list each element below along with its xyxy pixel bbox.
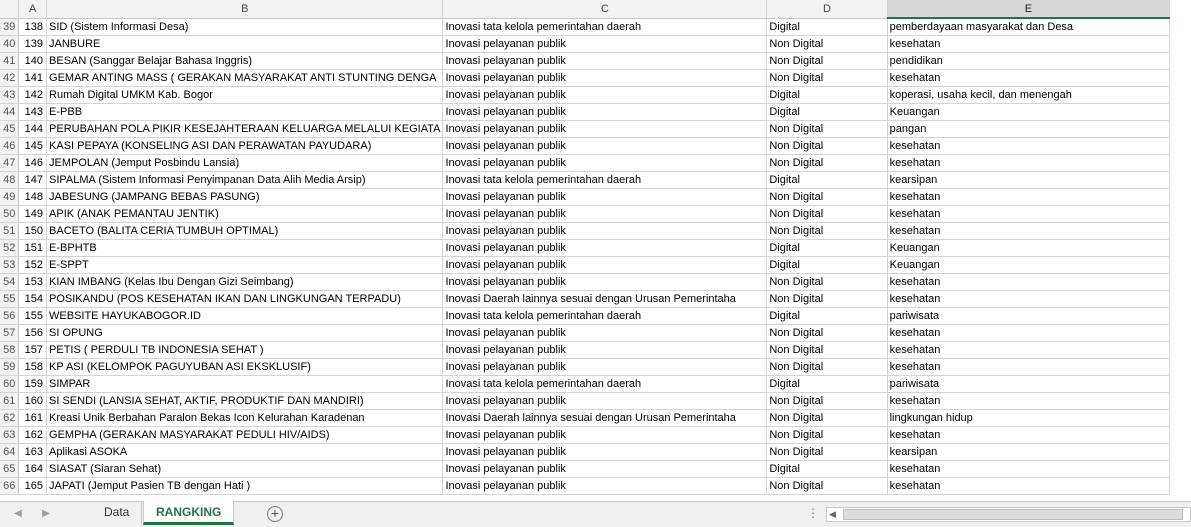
plus-circle-icon[interactable]: + <box>267 506 283 522</box>
cell-b[interactable]: KIAN IMBANG (Kelas Ibu Dengan Gizi Seimbang) <box>47 274 443 291</box>
cell-d[interactable]: Digital <box>767 87 887 104</box>
cell-d[interactable]: Digital <box>767 461 887 478</box>
table-row <box>0 206 1191 223</box>
table-row <box>0 87 1191 104</box>
cell-c[interactable]: Inovasi pelayanan publik <box>443 240 767 257</box>
cell-e[interactable]: kesehatan <box>887 325 1170 342</box>
row-header[interactable]: 66 <box>0 478 19 495</box>
row-header[interactable]: 48 <box>0 172 19 189</box>
cell-blank <box>1170 308 1191 325</box>
cell-c[interactable]: Inovasi pelayanan publik <box>443 87 767 104</box>
cell-a[interactable]: 144 <box>19 121 47 138</box>
cell-blank <box>1170 427 1191 444</box>
cell-e[interactable]: pariwisata <box>887 308 1170 325</box>
cell-e[interactable]: Keuangan <box>887 257 1170 274</box>
table-row <box>0 342 1191 359</box>
cell-blank <box>1170 155 1191 172</box>
cell-blank <box>1170 240 1191 257</box>
cell-a[interactable]: 163 <box>19 444 47 461</box>
cell-c[interactable]: Inovasi pelayanan publik <box>443 478 767 495</box>
cell-c[interactable]: Inovasi tata kelola pemerintahan daerah <box>443 376 767 393</box>
table-row <box>0 410 1191 427</box>
table-row <box>0 325 1191 342</box>
table-row <box>0 427 1191 444</box>
cell-a[interactable]: 153 <box>19 274 47 291</box>
cell-blank <box>1170 342 1191 359</box>
row-header[interactable]: 43 <box>0 87 19 104</box>
row-header[interactable]: 62 <box>0 410 19 427</box>
table-row <box>0 359 1191 376</box>
cell-d[interactable]: Non Digital <box>767 36 887 53</box>
cell-e[interactable]: kearsipan <box>887 172 1170 189</box>
cell-c[interactable]: Inovasi pelayanan publik <box>443 189 767 206</box>
cell-e[interactable]: pendidikan <box>887 53 1170 70</box>
table-row <box>0 444 1191 461</box>
cell-a[interactable]: 151 <box>19 240 47 257</box>
cell-d[interactable]: Non Digital <box>767 189 887 206</box>
cell-blank <box>1170 444 1191 461</box>
cell-c[interactable]: Inovasi tata kelola pemerintahan daerah <box>443 308 767 325</box>
row-header[interactable]: 56 <box>0 308 19 325</box>
cell-b[interactable]: APIK (ANAK PEMANTAU JENTIK) <box>47 206 443 223</box>
row-header[interactable]: 46 <box>0 138 19 155</box>
cell-d[interactable]: Non Digital <box>767 342 887 359</box>
scroll-left-icon[interactable]: ◀ <box>829 509 836 519</box>
cell-d[interactable]: Non Digital <box>767 291 887 308</box>
cell-b[interactable]: E-SPPT <box>47 257 443 274</box>
row-header[interactable]: 40 <box>0 36 19 53</box>
cell-c[interactable]: Inovasi pelayanan publik <box>443 104 767 121</box>
cell-b[interactable]: SI SENDI (LANSIA SEHAT, AKTIF, PRODUKTIF DAN MANDIRI) <box>47 393 443 410</box>
row-header[interactable]: 63 <box>0 427 19 444</box>
cell-b[interactable]: Aplikasi ASOKA <box>47 444 443 461</box>
table-row <box>0 155 1191 172</box>
table-row <box>0 104 1191 121</box>
cell-a[interactable]: 149 <box>19 206 47 223</box>
cell-a[interactable]: 138 <box>19 18 47 36</box>
scrollbar-thumb[interactable] <box>843 509 1183 520</box>
cell-d[interactable]: Non Digital <box>767 70 887 87</box>
cell-a[interactable]: 165 <box>19 478 47 495</box>
cell-a[interactable]: 143 <box>19 104 47 121</box>
cell-b[interactable]: Kreasi Unik Berbahan Paralon Bekas Icon Kelurahan Karadenan <box>47 410 443 427</box>
row-header[interactable]: 64 <box>0 444 19 461</box>
cell-blank <box>1170 18 1191 36</box>
cell-c[interactable]: Inovasi pelayanan publik <box>443 257 767 274</box>
table-row <box>0 70 1191 87</box>
cell-b[interactable]: SIMPAR <box>47 376 443 393</box>
row-header[interactable]: 53 <box>0 257 19 274</box>
cell-a[interactable]: 140 <box>19 53 47 70</box>
cell-b[interactable]: JEMPOLAN (Jemput Posbindu Lansia) <box>47 155 443 172</box>
cell-blank <box>1170 461 1191 478</box>
cell-d[interactable]: Non Digital <box>767 393 887 410</box>
cell-c[interactable]: Inovasi pelayanan publik <box>443 206 767 223</box>
cell-a[interactable]: 162 <box>19 427 47 444</box>
table-row <box>0 18 1191 36</box>
cell-e[interactable]: kesehatan <box>887 274 1170 291</box>
cell-e[interactable]: kesehatan <box>887 478 1170 495</box>
cell-c[interactable]: Inovasi pelayanan publik <box>443 427 767 444</box>
cell-d[interactable]: Non Digital <box>767 121 887 138</box>
cell-a[interactable]: 145 <box>19 138 47 155</box>
cell-e[interactable]: kesehatan <box>887 393 1170 410</box>
horizontal-scrollbar[interactable] <box>826 507 1191 522</box>
cell-b[interactable]: SIPALMA (Sistem Informasi Penyimpanan Data Alih Media Arsip) <box>47 172 443 189</box>
table-row <box>0 478 1191 495</box>
cell-e[interactable]: lingkungan hidup <box>887 410 1170 427</box>
cell-e[interactable]: kesehatan <box>887 223 1170 240</box>
cell-b[interactable]: POSIKANDU (POS KESEHATAN IKAN DAN LINGKUNGAN TERPADU) <box>47 291 443 308</box>
cell-c[interactable]: Inovasi pelayanan publik <box>443 53 767 70</box>
sheet-tab-bar <box>0 501 1191 527</box>
more-options-icon[interactable]: ⋮ <box>807 506 819 520</box>
row-header[interactable]: 52 <box>0 240 19 257</box>
cell-e[interactable]: Keuangan <box>887 104 1170 121</box>
cell-c[interactable]: Inovasi pelayanan publik <box>443 36 767 53</box>
cell-b[interactable]: WEBSITE HAYUKABOGOR.ID <box>47 308 443 325</box>
column-header-e[interactable]: E <box>887 0 1170 18</box>
next-sheet-icon[interactable]: ▶ <box>42 508 50 519</box>
select-all-corner[interactable] <box>0 0 19 18</box>
cell-c[interactable]: Inovasi pelayanan publik <box>443 393 767 410</box>
cell-e[interactable]: pariwisata <box>887 376 1170 393</box>
table-row <box>0 376 1191 393</box>
cell-b[interactable]: JANBURE <box>47 36 443 53</box>
row-header[interactable]: 50 <box>0 206 19 223</box>
cell-d[interactable]: Non Digital <box>767 53 887 70</box>
cell-b[interactable]: JABESUNG (JAMPANG BEBAS PASUNG) <box>47 189 443 206</box>
table-row <box>0 138 1191 155</box>
table-row <box>0 291 1191 308</box>
row-header[interactable]: 60 <box>0 376 19 393</box>
cell-c[interactable]: Inovasi pelayanan publik <box>443 342 767 359</box>
cell-d[interactable]: Digital <box>767 376 887 393</box>
cell-blank <box>1170 274 1191 291</box>
row-header[interactable]: 45 <box>0 121 19 138</box>
cell-blank <box>1170 359 1191 376</box>
tab-data[interactable]: Data <box>92 501 142 525</box>
cell-d[interactable]: Non Digital <box>767 325 887 342</box>
cell-d[interactable]: Digital <box>767 18 887 36</box>
cell-e[interactable]: kesehatan <box>887 342 1170 359</box>
table-row <box>0 121 1191 138</box>
cell-a[interactable]: 141 <box>19 70 47 87</box>
cell-blank <box>1170 325 1191 342</box>
row-header[interactable]: 39 <box>0 18 19 36</box>
cell-d[interactable]: Non Digital <box>767 427 887 444</box>
cell-e[interactable]: kesehatan <box>887 291 1170 308</box>
row-header[interactable]: 55 <box>0 291 19 308</box>
column-header-row <box>0 0 1191 18</box>
tab-rangking[interactable]: RANGKING <box>143 501 234 525</box>
cell-a[interactable]: 160 <box>19 393 47 410</box>
cell-c[interactable]: Inovasi pelayanan publik <box>443 444 767 461</box>
cell-a[interactable]: 164 <box>19 461 47 478</box>
row-header[interactable]: 54 <box>0 274 19 291</box>
cell-e[interactable]: kesehatan <box>887 359 1170 376</box>
cell-c[interactable]: Inovasi Daerah lainnya sesuai dengan Urusan Pemerintaha <box>443 410 767 427</box>
cell-c[interactable]: Inovasi pelayanan publik <box>443 121 767 138</box>
cell-d[interactable]: Non Digital <box>767 478 887 495</box>
cell-e[interactable]: pangan <box>887 121 1170 138</box>
table-row <box>0 274 1191 291</box>
row-header[interactable]: 51 <box>0 223 19 240</box>
cell-a[interactable]: 142 <box>19 87 47 104</box>
cell-e[interactable]: Keuangan <box>887 240 1170 257</box>
cell-b[interactable]: Rumah Digital UMKM Kab. Bogor <box>47 87 443 104</box>
table-row <box>0 308 1191 325</box>
cell-b[interactable]: PETIS ( PERDULI TB INDONESIA SEHAT ) <box>47 342 443 359</box>
cell-b[interactable]: GEMAR ANTING MASS ( GERAKAN MASYARAKAT ANTI STUNTING DENGA <box>47 70 443 87</box>
table-row <box>0 461 1191 478</box>
cell-b[interactable]: SI OPUNG <box>47 325 443 342</box>
row-header[interactable]: 41 <box>0 53 19 70</box>
cell-b[interactable]: BESAN (Sanggar Belajar Bahasa Inggris) <box>47 53 443 70</box>
cell-e[interactable]: kesehatan <box>887 206 1170 223</box>
cell-blank <box>1170 223 1191 240</box>
cell-c[interactable]: Inovasi tata kelola pemerintahan daerah <box>443 18 767 36</box>
cell-a[interactable]: 146 <box>19 155 47 172</box>
prev-sheet-icon[interactable]: ◀ <box>14 508 22 519</box>
column-header-a[interactable]: A <box>19 0 47 18</box>
cell-b[interactable]: SIASAT (Siaran Sehat) <box>47 461 443 478</box>
cell-blank <box>1170 53 1191 70</box>
cell-d[interactable]: Digital <box>767 308 887 325</box>
row-header[interactable]: 57 <box>0 325 19 342</box>
cell-blank <box>1170 376 1191 393</box>
cell-a[interactable]: 139 <box>19 36 47 53</box>
cell-b[interactable]: KP ASI (KELOMPOK PAGUYUBAN ASI EKSKLUSIF) <box>47 359 443 376</box>
cell-b[interactable]: JAPATI (Jemput Pasien TB dengan Hati ) <box>47 478 443 495</box>
cell-b[interactable]: E-PBB <box>47 104 443 121</box>
table-row <box>0 393 1191 410</box>
cell-c[interactable]: Inovasi pelayanan publik <box>443 274 767 291</box>
row-header[interactable]: 58 <box>0 342 19 359</box>
table-row <box>0 189 1191 206</box>
cell-d[interactable]: Non Digital <box>767 206 887 223</box>
cell-a[interactable]: 148 <box>19 189 47 206</box>
cell-e[interactable]: pemberdayaan masyarakat dan Desa <box>887 18 1170 36</box>
cell-d[interactable]: Digital <box>767 240 887 257</box>
cell-e[interactable]: kesehatan <box>887 138 1170 155</box>
cell-blank <box>1170 36 1191 53</box>
cell-blank <box>1170 172 1191 189</box>
cell-b[interactable]: SID (Sistem Informasi Desa) <box>47 18 443 36</box>
cell-blank <box>1170 478 1191 495</box>
cell-c[interactable]: Inovasi pelayanan publik <box>443 223 767 240</box>
cell-d[interactable]: Non Digital <box>767 410 887 427</box>
cell-blank <box>1170 410 1191 427</box>
table-row <box>0 36 1191 53</box>
cell-blank <box>1170 121 1191 138</box>
cell-a[interactable]: 154 <box>19 291 47 308</box>
row-header[interactable]: 44 <box>0 104 19 121</box>
cell-blank <box>1170 87 1191 104</box>
row-header[interactable]: 59 <box>0 359 19 376</box>
cell-blank <box>1170 206 1191 223</box>
row-header[interactable]: 61 <box>0 393 19 410</box>
cell-c[interactable]: Inovasi pelayanan publik <box>443 325 767 342</box>
column-header-c[interactable]: C <box>443 0 767 18</box>
cell-blank <box>1170 138 1191 155</box>
cell-c[interactable]: Inovasi pelayanan publik <box>443 359 767 376</box>
cell-a[interactable]: 156 <box>19 325 47 342</box>
column-header-blank <box>1170 0 1191 18</box>
cell-e[interactable]: kesehatan <box>887 36 1170 53</box>
cell-a[interactable]: 161 <box>19 410 47 427</box>
cell-c[interactable]: Inovasi pelayanan publik <box>443 138 767 155</box>
cell-e[interactable]: kesehatan <box>887 461 1170 478</box>
column-header-b[interactable]: B <box>47 0 443 18</box>
cell-a[interactable]: 147 <box>19 172 47 189</box>
cell-d[interactable]: Digital <box>767 104 887 121</box>
cell-d[interactable]: Digital <box>767 257 887 274</box>
cell-a[interactable]: 159 <box>19 376 47 393</box>
cell-d[interactable]: Non Digital <box>767 444 887 461</box>
cell-d[interactable]: Non Digital <box>767 274 887 291</box>
cell-d[interactable]: Non Digital <box>767 223 887 240</box>
table-row <box>0 223 1191 240</box>
cell-e[interactable]: kesehatan <box>887 427 1170 444</box>
cell-c[interactable]: Inovasi pelayanan publik <box>443 155 767 172</box>
cell-e[interactable]: koperasi, usaha kecil, dan menengah <box>887 87 1170 104</box>
cell-c[interactable]: Inovasi pelayanan publik <box>443 70 767 87</box>
cell-a[interactable]: 155 <box>19 308 47 325</box>
cell-blank <box>1170 291 1191 308</box>
cell-e[interactable]: kesehatan <box>887 189 1170 206</box>
cell-e[interactable]: kearsipan <box>887 444 1170 461</box>
cell-c[interactable]: Inovasi Daerah lainnya sesuai dengan Urusan Pemerintaha <box>443 291 767 308</box>
cell-d[interactable]: Non Digital <box>767 359 887 376</box>
row-header[interactable]: 49 <box>0 189 19 206</box>
cell-a[interactable]: 152 <box>19 257 47 274</box>
cell-d[interactable]: Digital <box>767 172 887 189</box>
cell-e[interactable]: kesehatan <box>887 70 1170 87</box>
cell-a[interactable]: 157 <box>19 342 47 359</box>
cell-blank <box>1170 257 1191 274</box>
cell-b[interactable]: BACETO (BALITA CERIA TUMBUH OPTIMAL) <box>47 223 443 240</box>
cell-a[interactable]: 158 <box>19 359 47 376</box>
cell-b[interactable]: GEMPHA (GERAKAN MASYARAKAT PEDULI HIV/AIDS) <box>47 427 443 444</box>
cell-d[interactable]: Non Digital <box>767 138 887 155</box>
cell-blank <box>1170 70 1191 87</box>
row-header[interactable]: 47 <box>0 155 19 172</box>
table-row <box>0 240 1191 257</box>
cell-a[interactable]: 150 <box>19 223 47 240</box>
table-row <box>0 53 1191 70</box>
table-row <box>0 172 1191 189</box>
cell-b[interactable]: E-BPHTB <box>47 240 443 257</box>
cell-e[interactable]: kesehatan <box>887 155 1170 172</box>
row-header[interactable]: 42 <box>0 70 19 87</box>
cell-blank <box>1170 393 1191 410</box>
cell-b[interactable]: KASI PEPAYA (KONSELING ASI DAN PERAWATAN PAYUDARA) <box>47 138 443 155</box>
cell-blank <box>1170 104 1191 121</box>
column-header-d[interactable]: D <box>767 0 887 18</box>
cell-b[interactable]: PERUBAHAN POLA PIKIR KESEJAHTERAAN KELUARGA MELALUI KEGIATA <box>47 121 443 138</box>
table-row <box>0 257 1191 274</box>
cell-blank <box>1170 189 1191 206</box>
cell-c[interactable]: Inovasi tata kelola pemerintahan daerah <box>443 172 767 189</box>
cell-d[interactable]: Non Digital <box>767 155 887 172</box>
cell-c[interactable]: Inovasi pelayanan publik <box>443 461 767 478</box>
row-header[interactable]: 65 <box>0 461 19 478</box>
